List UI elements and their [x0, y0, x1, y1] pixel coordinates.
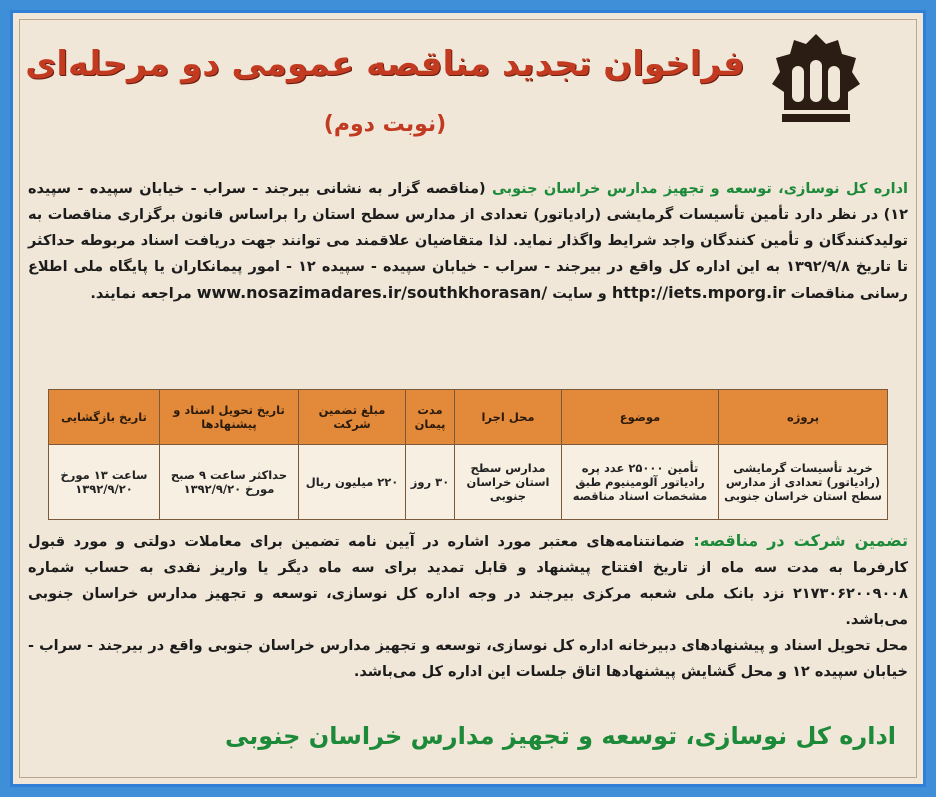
- table-header: تاریخ بازگشایی: [49, 390, 160, 445]
- table-header: محل اجرا: [455, 390, 562, 445]
- table-cell: حداکثر ساعت ۹ صبح مورخ ۱۳۹۲/۹/۲۰: [160, 445, 299, 520]
- ministry-logo-icon: [768, 30, 864, 126]
- table-header: موضوع: [562, 390, 719, 445]
- page-title: فراخوان تجدید مناقصه عمومی دو مرحله‌ای: [25, 44, 745, 84]
- table-cell: تأمین ۲۵۰۰۰ عدد پره رادیاتور آلومینیوم طبق مشخصات اسناد مناقصه: [562, 445, 719, 520]
- tender-portal-link[interactable]: http://iets.mporg.ir: [611, 283, 786, 302]
- table-cell: خرید تأسیسات گرمایشی (رادیاتور) تعدادی از مدارس سطح استان خراسان جنوبی: [719, 445, 888, 520]
- body-connector: و سایت: [552, 286, 607, 302]
- guarantee-section: [28, 528, 908, 685]
- notice-body: [28, 176, 908, 307]
- table-header: مبلغ تضمین شرکت: [299, 390, 406, 445]
- table-cell: ساعت ۱۳ مورخ ۱۳۹۲/۹/۲۰: [49, 445, 160, 520]
- table-row: [49, 445, 888, 520]
- body-closing: مراجعه نمایند.: [90, 286, 192, 302]
- table-cell: ۳۰ روز: [406, 445, 455, 520]
- website-link[interactable]: www.nosazimadares.ir/southkhorasan/: [196, 283, 548, 302]
- table-header: پروژه: [719, 390, 888, 445]
- table-cell: مدارس سطح استان خراسان جنوبی: [455, 445, 562, 520]
- body-paragraph: (مناقصه گزار به نشانی بیرجند - سراب - خیابان سپیده - سپیده ۱۲) در نظر دارد تأمین تأسیسات گرمایشی (رادیاتور) تعدادی از مدارس سطح استان را براساس قانون برگزاری مناقصات به تولیدکنندگان و تأمین کنندگان واجد شرایط واگذار نماید. لذا متقاضیان علاقمند می توانند جهت دریافت اسناد مربوطه حداکثر تا تاریخ ۱۳۹۲/۹/۸ به این اداره کل واقع در بیرجند - سراب - خیابان سپیده - سپیده ۱۲ - امور پیمانکاران یا پایگاه ملی اطلاع رسانی مناقصات: [28, 181, 908, 302]
- guarantee-heading: تضمین شرکت در مناقصه:: [693, 531, 908, 550]
- table-header-row: [49, 390, 888, 445]
- delivery-text: محل تحویل اسناد و پیشنهادهای دبیرخانه اداره کل نوسازی، توسعه و تجهیز مدارس خراسان جنوبی واقع در بیرجند - سراب - خیابان سپیده ۱۲ و محل گشایش پیشنهادها اتاق جلسات این اداره کل می‌باشد.: [28, 638, 908, 680]
- table-cell: ۲۲۰ میلیون ریال: [299, 445, 406, 520]
- tender-table: [48, 389, 888, 520]
- organization-name: اداره کل نوسازی، توسعه و تجهیز مدارس خراسان جنوبی: [491, 181, 908, 197]
- guarantee-text: ضمانتنامه‌های معتبر مورد اشاره در آیین نامه تضمین برای معاملات دولتی و مورد قبول کارفرما به مدت سه ماه از تاریخ افتتاح پیشنهاد و قابل تمدید برای سه ماه دیگر یا واریز نقدی به حساب شماره ۲۱۷۳۰۶۲۰۰۹۰۰۸ نزد بانک ملی شعبه مرکزی بیرجند در وجه اداره کل نوسازی، توسعه و تجهیز مدارس خراسان جنوبی می‌باشد.: [28, 534, 908, 628]
- page-subtitle: (نوبت دوم): [323, 112, 447, 137]
- table-header: تاریخ تحویل اسناد و پیشنهادها: [160, 390, 299, 445]
- table-header: مدت پیمان: [406, 390, 455, 445]
- footer-organization: اداره کل نوسازی، توسعه و تجهیز مدارس خراسان جنوبی: [224, 722, 896, 750]
